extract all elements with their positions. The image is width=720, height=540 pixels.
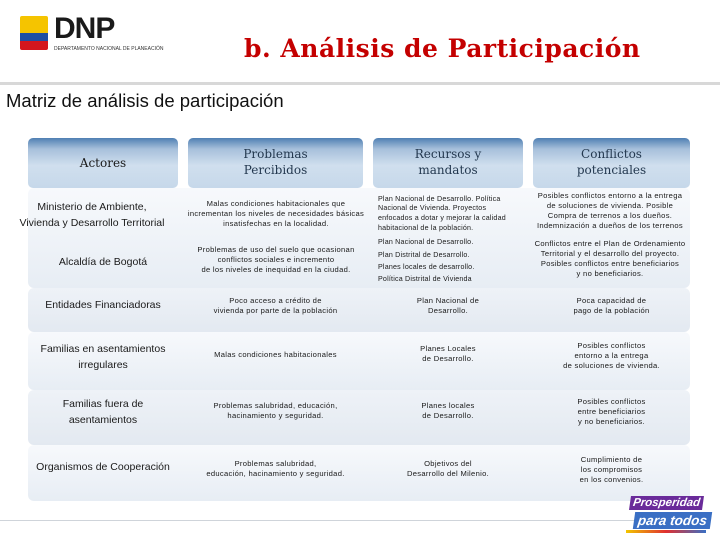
actor-cell: Alcaldía de Bogotá <box>58 256 148 269</box>
problemas-cell: Problemas salubridad, educación, hacinamiento y seguridad. <box>206 458 345 478</box>
conflictos-cell: Posibles conflictos entre beneficiarios y no beneficiarios. <box>577 396 646 427</box>
problemas-cell: Poco acceso a crédito de vivienda por parte de la población <box>213 295 338 315</box>
recursos-cell: Plan Nacional de Desarrollo. Plan Distrital de Desarrollo. Planes locales de desarrollo. Política Distrital de Vivienda <box>378 238 475 284</box>
logo-subtitle: DEPARTAMENTO NACIONAL DE PLANEACIÓN <box>54 46 164 52</box>
recursos-cell: Plan Nacional de Desarrollo. Política Nacional de Vivienda. Proyectos enfocados a dotar y mejorar la calidad habitacional de la población. <box>378 194 506 232</box>
actor-cell: Organismos de Cooperación <box>36 461 170 474</box>
logo-text: DNP <box>54 12 115 45</box>
actor-cell: Familias fuera de asentamientos <box>62 398 144 426</box>
recursos-cell: Objetivos del Desarrollo del Milenio. <box>406 458 490 478</box>
slide-subtitle: Matriz de análisis de participación <box>6 90 284 111</box>
slide-title: b. Análisis de Participación <box>244 34 641 63</box>
footer-divider <box>0 520 640 521</box>
colombia-flag-icon <box>20 16 48 50</box>
header-conflictos: Conflictos potenciales <box>533 138 690 188</box>
conflictos-cell: Conflictos entre el Plan de Ordenamiento Territorial y el desarrollo del proyecto. Posibles conflictos entre beneficiarios y no beneficiarios. <box>534 238 686 279</box>
conflictos-cell: Posibles conflictos entorno a la entrega de soluciones de vivienda. <box>563 340 660 371</box>
header-recursos: Recursos y mandatos <box>373 138 523 188</box>
conflictos-cell: Posibles conflictos entorno a la entrega de soluciones de vivienda. Posible Compra de terrenos a los dueños. Indemnización a dueños de los terrenos <box>536 190 684 231</box>
header-problemas: Problemas Percibidos <box>188 138 363 188</box>
actor-cell: Familias en asentamientos irregulares <box>40 343 166 371</box>
recursos-cell: Plan Nacional de Desarrollo. <box>416 295 480 315</box>
badge-line1: Prosperidad <box>629 496 704 510</box>
actor-cell: Ministerio de Ambiente, Vivienda y Desarrollo Territorial <box>19 201 165 229</box>
recursos-cell: Planes locales de Desarrollo. <box>421 400 475 420</box>
dnp-logo <box>20 12 164 54</box>
title-divider <box>0 82 720 85</box>
problemas-cell: Malas condiciones habitacionales <box>214 349 337 359</box>
recursos-cell: Planes Locales de Desarrollo. <box>420 343 476 363</box>
conflictos-cell: Poca capacidad de pago de la población <box>573 295 650 315</box>
badge-stripe <box>626 530 706 533</box>
problemas-cell: Problemas salubridad, educación, hacinamiento y seguridad. <box>213 400 338 420</box>
problemas-cell: Malas condiciones habitacionales que incrementan los niveles de necesidades básicas insatisfechas en la localidad. <box>187 198 365 229</box>
header-actores: Actores <box>28 138 178 188</box>
prosperidad-logo <box>626 496 709 534</box>
problemas-cell: Problemas de uso del suelo que ocasionan conflictos sociales e incremento de los niveles de inequidad en la ciudad. <box>197 244 355 275</box>
actor-cell: Entidades Financiadoras <box>45 299 161 312</box>
badge-line2: para todos <box>633 512 712 529</box>
conflictos-cell: Cumplimiento de los compromisos en los convenios. <box>579 454 644 485</box>
